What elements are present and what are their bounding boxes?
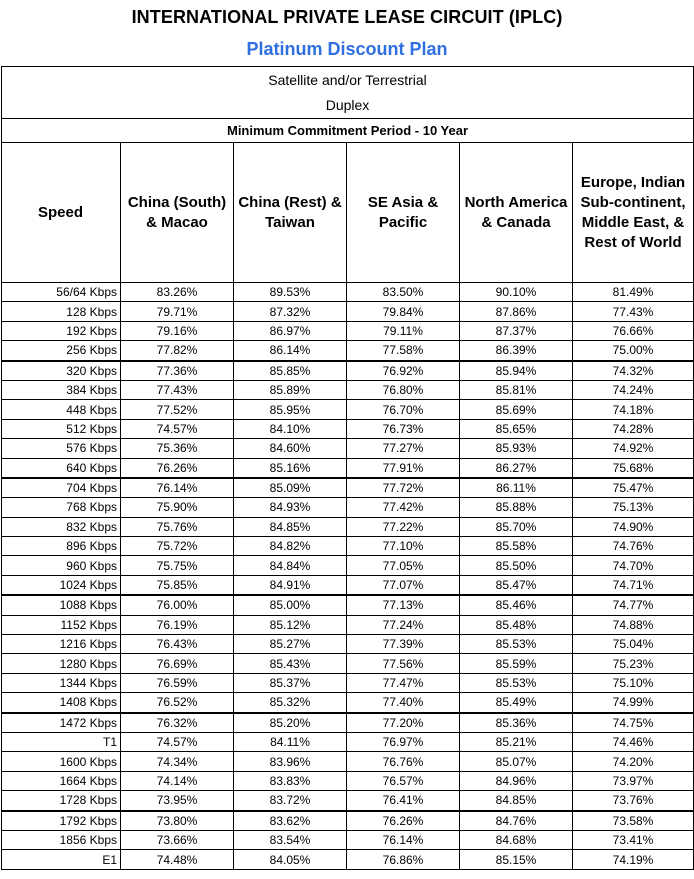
cell-china-rest: 84.85% [234, 517, 347, 536]
cell-north-america: 85.59% [460, 654, 573, 673]
cell-speed: 1664 Kbps [2, 771, 121, 790]
cell-europe-rest: 74.99% [573, 693, 694, 713]
cell-europe-rest: 74.88% [573, 615, 694, 634]
cell-se-asia: 77.40% [347, 693, 460, 713]
cell-china-south: 75.90% [121, 498, 234, 517]
cell-speed: 128 Kbps [2, 302, 121, 321]
cell-europe-rest: 74.90% [573, 517, 694, 536]
cell-speed: 640 Kbps [2, 458, 121, 478]
cell-china-south: 83.26% [121, 283, 234, 302]
cell-china-rest: 85.00% [234, 595, 347, 615]
cell-speed: 1280 Kbps [2, 654, 121, 673]
service-type-header [2, 67, 694, 119]
page-title: INTERNATIONAL PRIVATE LEASE CIRCUIT (IPLC) [131, 7, 563, 27]
service-type-line: Satellite and/or Terrestrial [268, 71, 427, 88]
cell-europe-rest: 77.43% [573, 302, 694, 321]
table-row [2, 517, 694, 536]
cell-europe-rest: 75.68% [573, 458, 694, 478]
cell-europe-rest: 74.20% [573, 752, 694, 771]
cell-speed: 1856 Kbps [2, 830, 121, 849]
cell-se-asia: 76.41% [347, 791, 460, 811]
cell-china-rest: 85.89% [234, 380, 347, 399]
cell-north-america: 85.50% [460, 556, 573, 575]
cell-china-south: 77.52% [121, 400, 234, 419]
cell-speed: 256 Kbps [2, 341, 121, 361]
cell-europe-rest: 74.24% [573, 380, 694, 399]
cell-china-south: 77.36% [121, 361, 234, 381]
table-row [2, 498, 694, 517]
cell-china-rest: 84.10% [234, 419, 347, 438]
column-header-china-rest: China (Rest) & Taiwan [234, 143, 347, 283]
cell-china-rest: 85.16% [234, 458, 347, 478]
cell-se-asia: 77.24% [347, 615, 460, 634]
cell-north-america: 85.94% [460, 361, 573, 381]
cell-north-america: 85.53% [460, 673, 573, 692]
cell-china-rest: 85.09% [234, 478, 347, 498]
cell-china-south: 76.32% [121, 713, 234, 733]
cell-europe-rest: 74.75% [573, 713, 694, 733]
cell-se-asia: 76.26% [347, 811, 460, 831]
column-header-row [2, 143, 694, 283]
cell-north-america: 85.81% [460, 380, 573, 399]
cell-speed: 512 Kbps [2, 419, 121, 438]
cell-europe-rest: 74.76% [573, 537, 694, 556]
cell-china-south: 77.82% [121, 341, 234, 361]
cell-se-asia: 77.05% [347, 556, 460, 575]
cell-north-america: 85.93% [460, 439, 573, 458]
cell-north-america: 85.58% [460, 537, 573, 556]
cell-china-south: 75.72% [121, 537, 234, 556]
cell-europe-rest: 75.10% [573, 673, 694, 692]
table-row [2, 361, 694, 381]
cell-se-asia: 77.13% [347, 595, 460, 615]
cell-europe-rest: 73.76% [573, 791, 694, 811]
cell-se-asia: 76.92% [347, 361, 460, 381]
cell-china-rest: 84.84% [234, 556, 347, 575]
cell-speed: 448 Kbps [2, 400, 121, 419]
table-row [2, 478, 694, 498]
plan-subtitle: Platinum Discount Plan [246, 39, 448, 59]
table-row [2, 615, 694, 634]
cell-se-asia: 77.22% [347, 517, 460, 536]
cell-europe-rest: 74.32% [573, 361, 694, 381]
cell-china-rest: 85.27% [234, 635, 347, 654]
cell-speed: 1024 Kbps [2, 575, 121, 595]
cell-speed: 56/64 Kbps [2, 283, 121, 302]
column-header-se-asia: SE Asia & Pacific [347, 143, 460, 283]
table-row [2, 439, 694, 458]
cell-europe-rest: 73.58% [573, 811, 694, 831]
cell-north-america: 84.96% [460, 771, 573, 790]
cell-china-south: 74.57% [121, 732, 234, 751]
cell-speed: 1600 Kbps [2, 752, 121, 771]
cell-se-asia: 77.72% [347, 478, 460, 498]
cell-se-asia: 83.50% [347, 283, 460, 302]
cell-speed: 1344 Kbps [2, 673, 121, 692]
cell-china-south: 76.43% [121, 635, 234, 654]
cell-north-america: 85.15% [460, 850, 573, 869]
cell-europe-rest: 76.66% [573, 321, 694, 340]
cell-speed: 576 Kbps [2, 439, 121, 458]
cell-speed: 1792 Kbps [2, 811, 121, 831]
table-row [2, 791, 694, 811]
cell-europe-rest: 73.41% [573, 830, 694, 849]
cell-china-south: 79.71% [121, 302, 234, 321]
table-row [2, 693, 694, 713]
cell-se-asia: 79.84% [347, 302, 460, 321]
cell-china-south: 75.36% [121, 439, 234, 458]
table-row [2, 732, 694, 751]
cell-speed: E1 [2, 850, 121, 869]
cell-speed: 832 Kbps [2, 517, 121, 536]
cell-north-america: 85.46% [460, 595, 573, 615]
column-header-china-south: China (South) & Macao [121, 143, 234, 283]
cell-se-asia: 79.11% [347, 321, 460, 340]
cell-north-america: 85.53% [460, 635, 573, 654]
table-row [2, 380, 694, 399]
cell-se-asia: 77.10% [347, 537, 460, 556]
table-row [2, 830, 694, 849]
cell-europe-rest: 75.47% [573, 478, 694, 498]
cell-speed: 1472 Kbps [2, 713, 121, 733]
cell-north-america: 85.49% [460, 693, 573, 713]
cell-china-rest: 87.32% [234, 302, 347, 321]
cell-china-south: 76.26% [121, 458, 234, 478]
cell-speed: 960 Kbps [2, 556, 121, 575]
cell-china-rest: 83.72% [234, 791, 347, 811]
table-row [2, 595, 694, 615]
cell-north-america: 84.68% [460, 830, 573, 849]
cell-europe-rest: 75.13% [573, 498, 694, 517]
cell-se-asia: 77.91% [347, 458, 460, 478]
cell-speed: 1152 Kbps [2, 615, 121, 634]
column-header-speed: Speed [2, 143, 121, 283]
cell-north-america: 86.11% [460, 478, 573, 498]
cell-north-america: 85.88% [460, 498, 573, 517]
cell-se-asia: 76.80% [347, 380, 460, 399]
cell-speed: 768 Kbps [2, 498, 121, 517]
cell-se-asia: 77.20% [347, 713, 460, 733]
cell-china-rest: 83.96% [234, 752, 347, 771]
cell-china-south: 73.80% [121, 811, 234, 831]
cell-se-asia: 77.47% [347, 673, 460, 692]
cell-north-america: 87.86% [460, 302, 573, 321]
cell-europe-rest: 75.00% [573, 341, 694, 361]
cell-europe-rest: 74.70% [573, 556, 694, 575]
cell-north-america: 90.10% [460, 283, 573, 302]
cell-speed: T1 [2, 732, 121, 751]
cell-china-rest: 83.83% [234, 771, 347, 790]
cell-north-america: 86.27% [460, 458, 573, 478]
cell-north-america: 84.76% [460, 811, 573, 831]
cell-se-asia: 77.42% [347, 498, 460, 517]
table-row [2, 673, 694, 692]
cell-china-rest: 84.93% [234, 498, 347, 517]
cell-north-america: 85.47% [460, 575, 573, 595]
cell-speed: 192 Kbps [2, 321, 121, 340]
cell-europe-rest: 74.18% [573, 400, 694, 419]
cell-europe-rest: 75.04% [573, 635, 694, 654]
cell-se-asia: 77.07% [347, 575, 460, 595]
cell-speed: 320 Kbps [2, 361, 121, 381]
cell-china-south: 74.14% [121, 771, 234, 790]
cell-china-south: 76.19% [121, 615, 234, 634]
cell-china-rest: 84.11% [234, 732, 347, 751]
cell-speed: 1088 Kbps [2, 595, 121, 615]
cell-se-asia: 76.70% [347, 400, 460, 419]
cell-north-america: 84.85% [460, 791, 573, 811]
cell-china-rest: 89.53% [234, 283, 347, 302]
table-row [2, 811, 694, 831]
table-row [2, 419, 694, 438]
discount-table [1, 66, 694, 870]
cell-europe-rest: 74.92% [573, 439, 694, 458]
cell-europe-rest: 74.71% [573, 575, 694, 595]
cell-europe-rest: 74.46% [573, 732, 694, 751]
cell-se-asia: 76.86% [347, 850, 460, 869]
cell-speed: 1408 Kbps [2, 693, 121, 713]
cell-china-rest: 83.62% [234, 811, 347, 831]
cell-se-asia: 77.27% [347, 439, 460, 458]
cell-se-asia: 77.58% [347, 341, 460, 361]
table-row [2, 654, 694, 673]
table-row [2, 321, 694, 340]
cell-china-south: 76.69% [121, 654, 234, 673]
cell-china-south: 75.85% [121, 575, 234, 595]
cell-china-south: 79.16% [121, 321, 234, 340]
cell-china-rest: 84.05% [234, 850, 347, 869]
cell-se-asia: 76.97% [347, 732, 460, 751]
cell-speed: 896 Kbps [2, 537, 121, 556]
cell-china-rest: 85.85% [234, 361, 347, 381]
table-row [2, 458, 694, 478]
cell-se-asia: 76.76% [347, 752, 460, 771]
cell-speed: 1728 Kbps [2, 791, 121, 811]
column-header-north-america: North America & Canada [460, 143, 573, 283]
cell-china-south: 76.00% [121, 595, 234, 615]
cell-china-south: 73.95% [121, 791, 234, 811]
column-header-europe-rest: Europe, Indian Sub-continent, Middle East, & Rest of World [573, 143, 694, 283]
cell-europe-rest: 75.23% [573, 654, 694, 673]
cell-north-america: 86.39% [460, 341, 573, 361]
cell-china-rest: 84.60% [234, 439, 347, 458]
cell-speed: 704 Kbps [2, 478, 121, 498]
cell-china-rest: 85.95% [234, 400, 347, 419]
cell-north-america: 85.70% [460, 517, 573, 536]
cell-se-asia: 76.14% [347, 830, 460, 849]
commitment-period-header: Minimum Commitment Period - 10 Year [2, 119, 694, 143]
cell-china-south: 76.52% [121, 693, 234, 713]
table-row [2, 575, 694, 595]
cell-china-rest: 85.12% [234, 615, 347, 634]
cell-china-south: 73.66% [121, 830, 234, 849]
table-row [2, 771, 694, 790]
cell-se-asia: 77.56% [347, 654, 460, 673]
table-row [2, 713, 694, 733]
cell-north-america: 85.65% [460, 419, 573, 438]
cell-europe-rest: 81.49% [573, 283, 694, 302]
duplex-line: Duplex [325, 96, 370, 113]
cell-china-south: 76.59% [121, 673, 234, 692]
cell-china-south: 74.34% [121, 752, 234, 771]
cell-north-america: 85.07% [460, 752, 573, 771]
cell-se-asia: 77.39% [347, 635, 460, 654]
cell-europe-rest: 74.28% [573, 419, 694, 438]
cell-china-south: 75.75% [121, 556, 234, 575]
cell-se-asia: 76.73% [347, 419, 460, 438]
cell-se-asia: 76.57% [347, 771, 460, 790]
cell-north-america: 85.36% [460, 713, 573, 733]
cell-north-america: 85.69% [460, 400, 573, 419]
cell-china-rest: 85.20% [234, 713, 347, 733]
table-row [2, 341, 694, 361]
cell-china-rest: 84.91% [234, 575, 347, 595]
table-row [2, 283, 694, 302]
cell-china-rest: 85.32% [234, 693, 347, 713]
table-row [2, 752, 694, 771]
cell-europe-rest: 73.97% [573, 771, 694, 790]
table-row [2, 556, 694, 575]
cell-speed: 384 Kbps [2, 380, 121, 399]
cell-china-south: 74.48% [121, 850, 234, 869]
table-row [2, 400, 694, 419]
cell-europe-rest: 74.77% [573, 595, 694, 615]
cell-north-america: 85.48% [460, 615, 573, 634]
cell-china-rest: 85.43% [234, 654, 347, 673]
cell-speed: 1216 Kbps [2, 635, 121, 654]
cell-europe-rest: 74.19% [573, 850, 694, 869]
cell-china-south: 75.76% [121, 517, 234, 536]
table-row [2, 537, 694, 556]
cell-north-america: 85.21% [460, 732, 573, 751]
cell-china-rest: 83.54% [234, 830, 347, 849]
table-row [2, 850, 694, 869]
cell-china-rest: 86.97% [234, 321, 347, 340]
cell-china-south: 77.43% [121, 380, 234, 399]
cell-china-south: 76.14% [121, 478, 234, 498]
table-row [2, 302, 694, 321]
cell-china-south: 74.57% [121, 419, 234, 438]
cell-china-rest: 84.82% [234, 537, 347, 556]
table-row [2, 635, 694, 654]
cell-china-rest: 85.37% [234, 673, 347, 692]
cell-china-rest: 86.14% [234, 341, 347, 361]
cell-north-america: 87.37% [460, 321, 573, 340]
